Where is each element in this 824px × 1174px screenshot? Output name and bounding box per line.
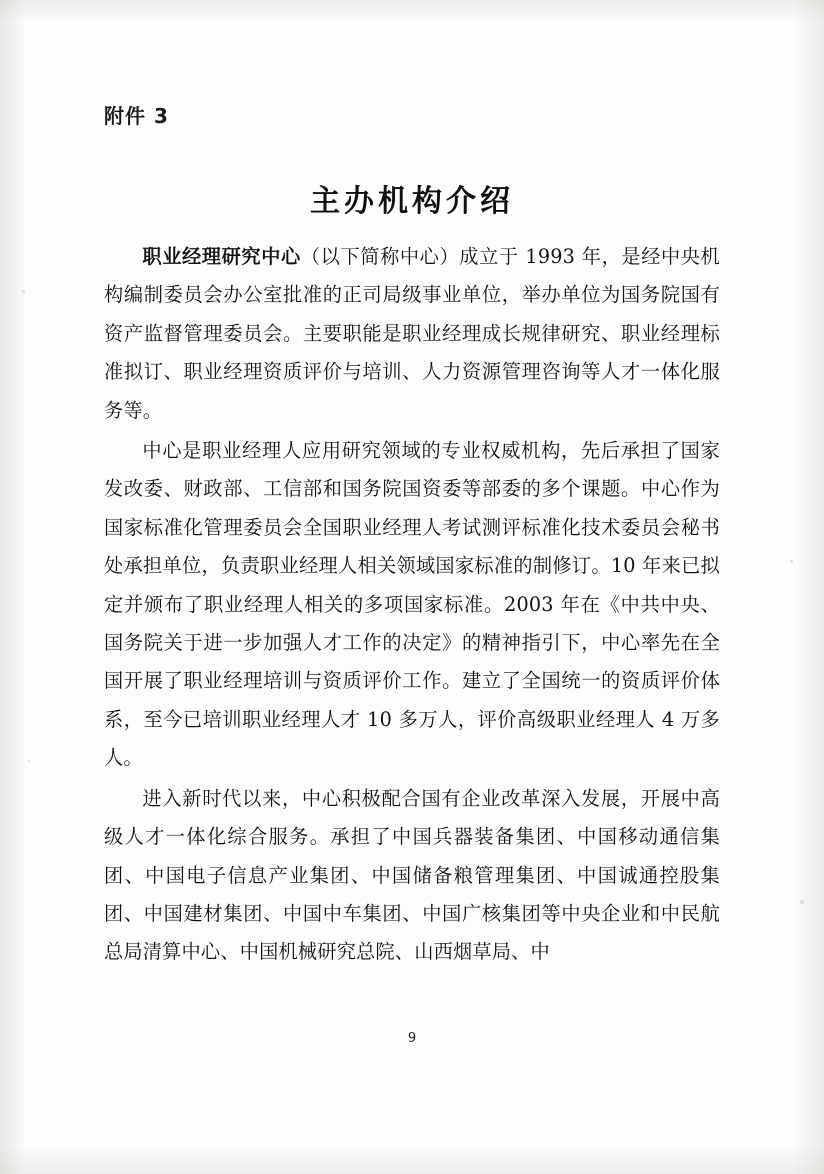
page-title: 主办机构介绍 — [310, 184, 514, 219]
paragraph-1 — [104, 238, 720, 430]
page-content — [104, 0, 720, 1174]
scan-speck — [28, 760, 30, 762]
paragraph-3 — [104, 780, 720, 972]
attachment-label: 附件 3 — [104, 104, 169, 128]
scan-speck — [790, 560, 793, 563]
scan-speck — [22, 290, 25, 293]
body-text — [104, 238, 720, 974]
page-number: 9 — [407, 1031, 417, 1046]
page-edge-shading-left — [0, 0, 26, 1174]
paragraph-3-text: 进入新时代以来，中心积极配合国有企业改革深入发展，开展中高级人才一体化综合服务。承担了中国兵器装备集团、中国移动通信集团、中国电子信息产业集团、中国储备粮管理集团、中国诚通控股集团、中国建材集团、中国中车集团、中国广核集团等中央企业和中民航总局清算中心、中国机械研究总院、山西烟草局、中 — [104, 786, 720, 964]
page-edge-shading-right — [794, 0, 824, 1174]
paragraph-2-text: 中心是职业经理人应用研究领域的专业权威机构，先后承担了国家发改委、财政部、工信部和国务院国资委等部委的多个课题。中心作为国家标准化管理委员会全国职业经理人考试测评标准化技术委员会秘书处承担单位，负责职业经理人相关领域国家标准的制修订。10 年来已拟定并颁布了职业经理人相关的多项国家标准。2003 年在《中共中央、国务院关于进一步加强人才工作的决定》的精神指引下，中心率先在全国开展了职业经理培训与资质评价工作。建立了全国统一的资质评价体系，至今已培训职业经理人才 10 多万人，评价高级职业经理人 4 万多人。 — [104, 439, 720, 770]
paragraph-2 — [104, 432, 720, 778]
paragraph-1-text: （以下简称中心）成立于 1993 年，是经中央机构编制委员会办公室批准的正司局级事业单位，举办单位为国务院国有资产监督管理委员会。主要职能是职业经理成长规律研究、职业经理标准拟订、职业经理资质评价与培训、人力资源管理咨询等人才一体化服务等。 — [104, 245, 720, 422]
paragraph-1-lead-bold: 职业经理研究中心 — [142, 245, 301, 268]
scan-speck — [800, 900, 804, 904]
